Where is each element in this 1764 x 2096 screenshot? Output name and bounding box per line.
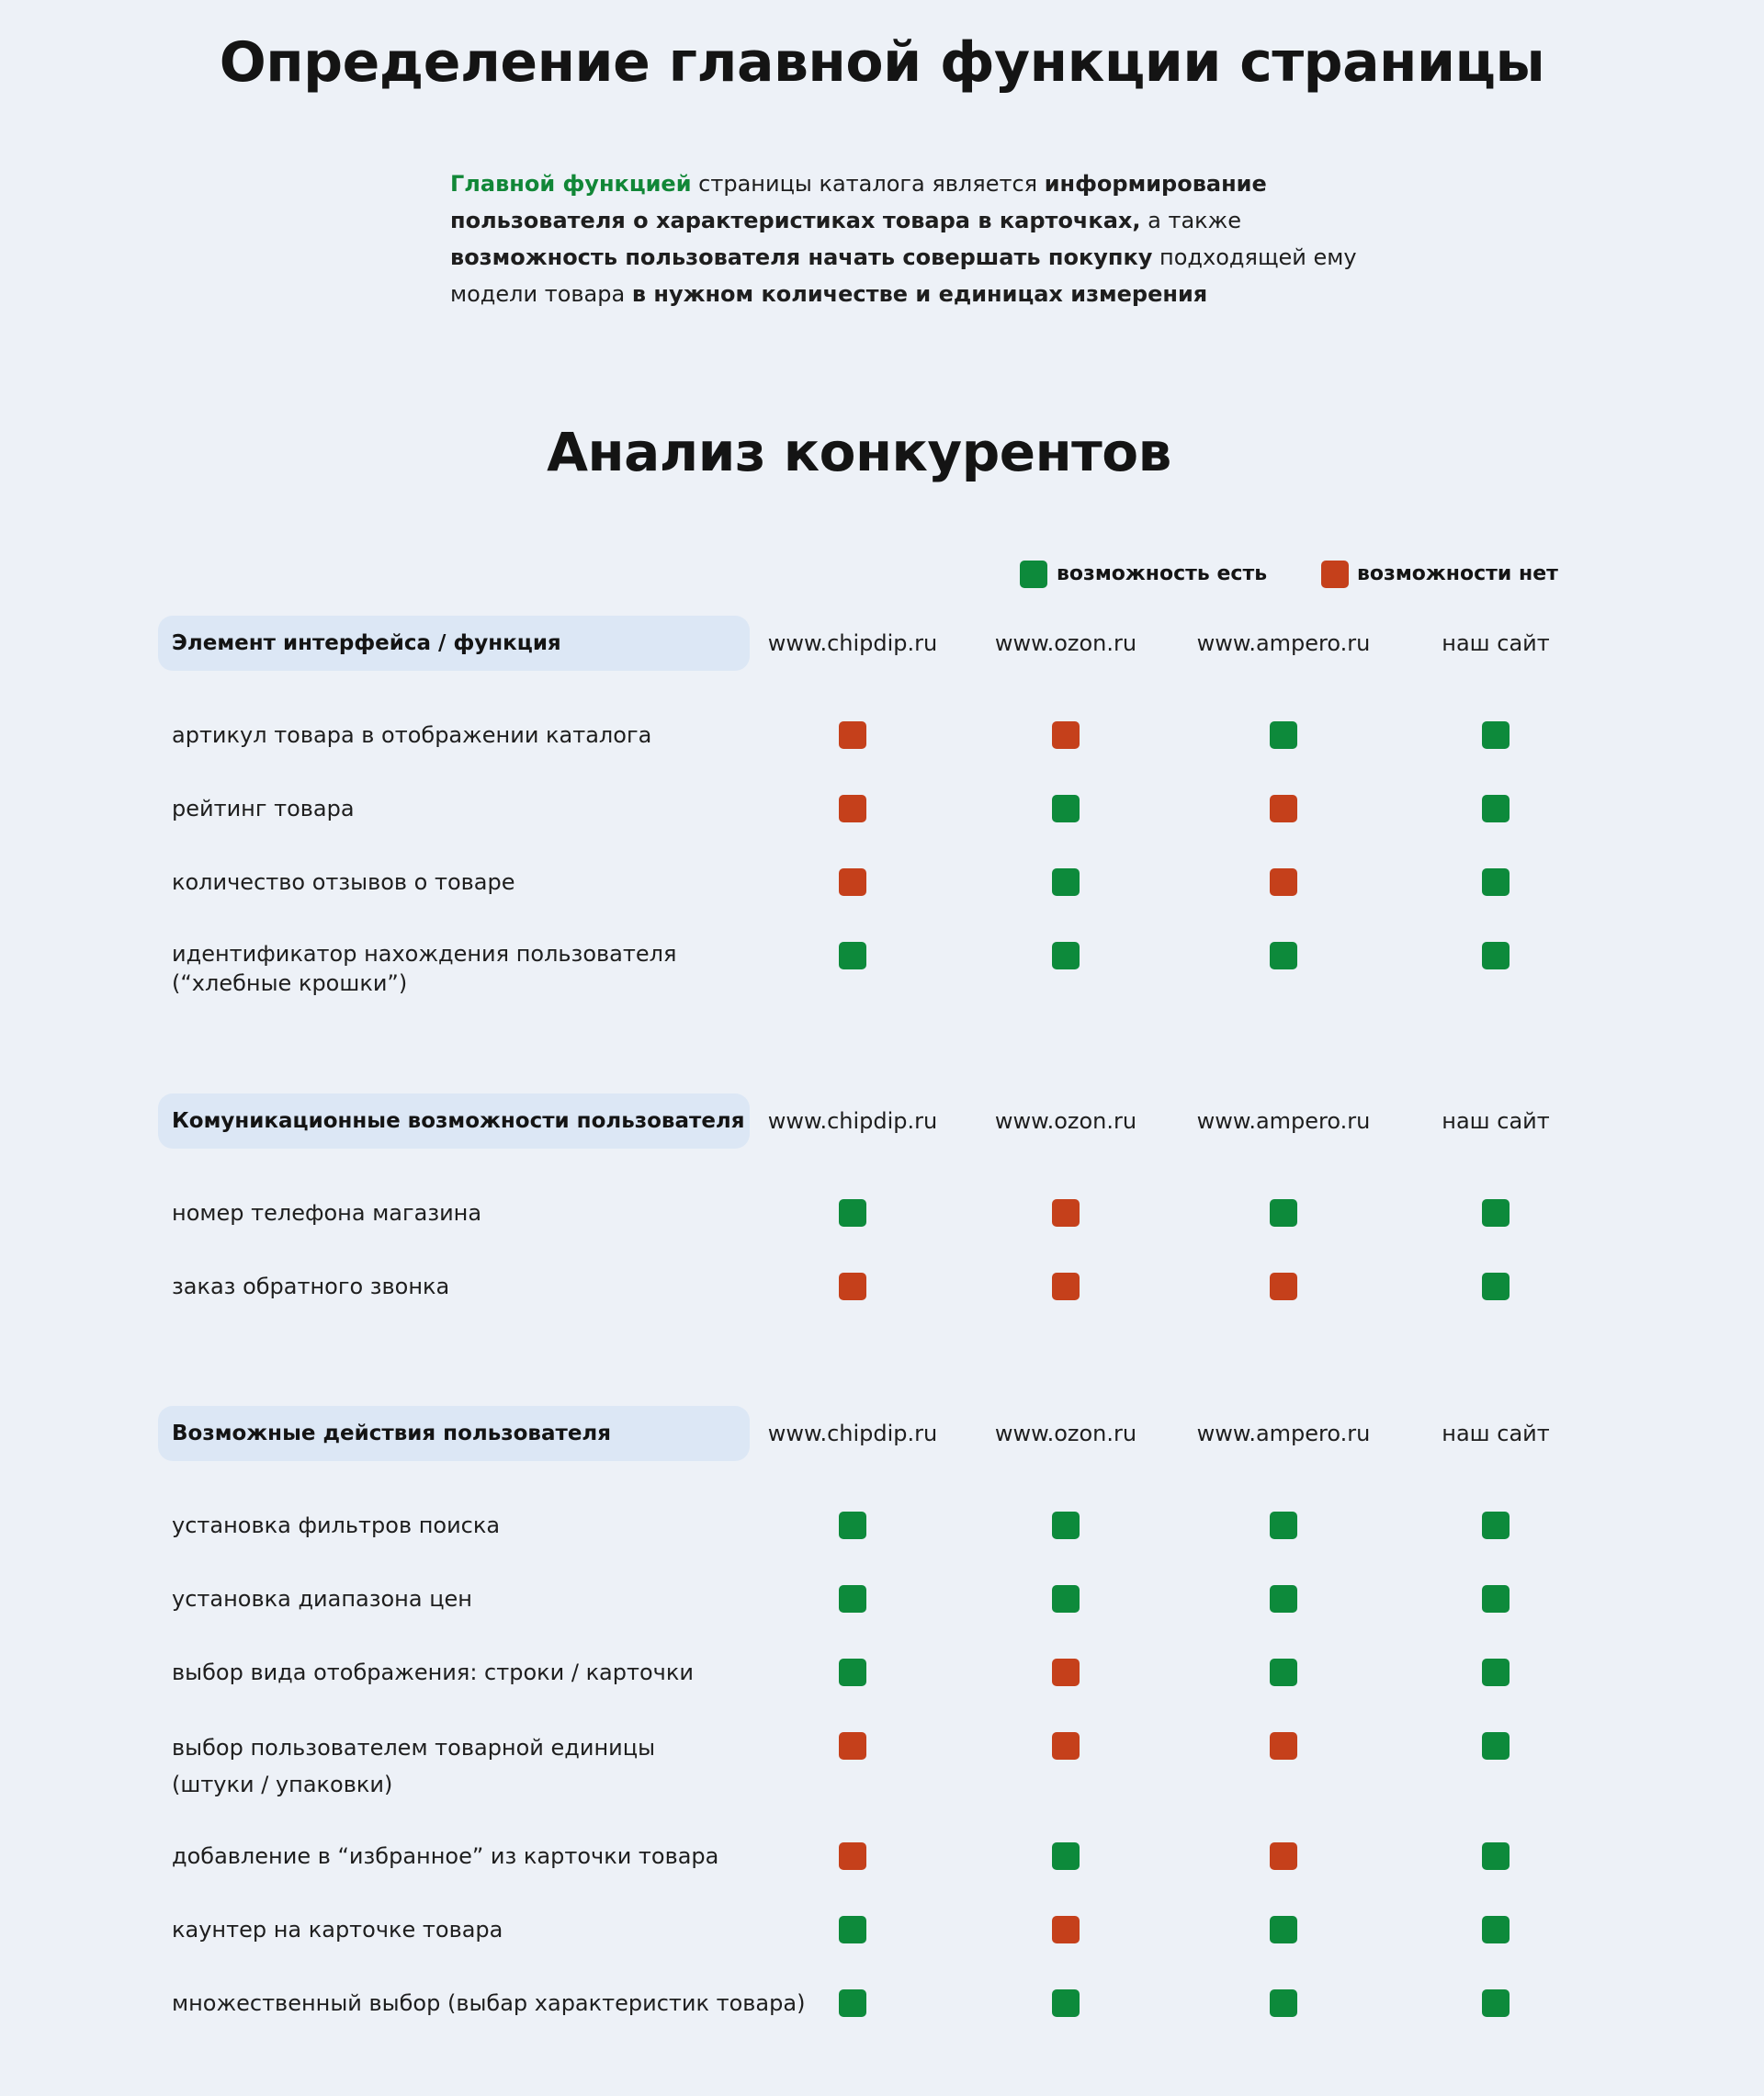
- status-no-marker: [1270, 1273, 1297, 1300]
- status-yes-marker: [839, 1916, 866, 1943]
- column-header: www.ozon.ru: [994, 630, 1137, 656]
- status-no-marker: [1052, 1916, 1080, 1943]
- row-label: [172, 1913, 815, 1946]
- row-label-line: количество отзывов о товаре: [172, 869, 515, 895]
- row-label: [172, 1582, 815, 1615]
- row-label: [172, 1729, 815, 1803]
- intro-line: [450, 165, 1332, 202]
- status-no-marker: [839, 1273, 866, 1300]
- column-header: www.ozon.ru: [994, 1108, 1137, 1134]
- status-no-marker: [1270, 868, 1297, 896]
- status-yes-marker: [839, 1512, 866, 1539]
- status-yes-marker: [1052, 1512, 1080, 1539]
- row-label-line: (“хлебные крошки”): [172, 970, 408, 996]
- status-yes-marker: [839, 1585, 866, 1613]
- intro-bold-text: информирование: [1044, 171, 1267, 197]
- status-no-marker: [1270, 795, 1297, 822]
- status-yes-marker: [1270, 942, 1297, 969]
- status-no-marker: [839, 795, 866, 822]
- intro-bold-text: в нужном количестве и единицах измерения: [631, 281, 1208, 307]
- status-yes-marker: [839, 1659, 866, 1686]
- status-no-marker: [839, 1842, 866, 1870]
- column-header: www.chipdip.ru: [767, 1421, 938, 1446]
- row-label-line: установка фильтров поиска: [172, 1513, 501, 1538]
- status-yes-marker: [1270, 1916, 1297, 1943]
- status-yes-marker: [1482, 721, 1510, 749]
- intro-text: модели товара: [450, 281, 632, 307]
- status-no-marker: [839, 1732, 866, 1760]
- row-label: [172, 939, 815, 998]
- status-yes-marker: [1052, 942, 1080, 969]
- row-label: [172, 1840, 815, 1873]
- row-label: [172, 866, 815, 899]
- row-label-line: номер телефона магазина: [172, 1200, 482, 1226]
- column-header: www.ampero.ru: [1196, 1421, 1371, 1446]
- status-yes-marker: [1482, 1842, 1510, 1870]
- row-label: [172, 1509, 815, 1542]
- status-yes-marker: [1052, 795, 1080, 822]
- row-label-line: множественный выбор (выбар характеристик товара): [172, 1990, 806, 2016]
- status-yes-marker: [1482, 1512, 1510, 1539]
- intro-bold-text: возможность пользователя начать совершать покупку: [450, 244, 1153, 270]
- status-yes-marker: [1270, 1199, 1297, 1227]
- intro-lines: [450, 165, 1357, 312]
- status-yes-marker: [1270, 1512, 1297, 1539]
- row-label: [172, 1656, 815, 1689]
- intro-paragraph: [450, 165, 1357, 312]
- row-label: [172, 1270, 815, 1303]
- status-yes-marker: [1482, 795, 1510, 822]
- section-heading: Возможные действия пользователя: [158, 1406, 750, 1461]
- status-yes-marker: [1482, 868, 1510, 896]
- status-no-marker: [1270, 1842, 1297, 1870]
- legend-no-label: возможности нет: [1357, 562, 1558, 585]
- status-yes-marker: [1482, 1732, 1510, 1760]
- status-no-marker: [839, 868, 866, 896]
- row-label-line: выбор пользователем товарной единицы: [172, 1735, 656, 1761]
- section-heading: Элемент интерфейса / функция: [158, 616, 750, 671]
- status-yes-marker: [1052, 1585, 1080, 1613]
- intro-text: а также: [1140, 208, 1242, 233]
- row-label: [172, 1196, 815, 1229]
- status-yes-marker: [1482, 1199, 1510, 1227]
- status-yes-marker: [1482, 1916, 1510, 1943]
- intro-text: страницы каталога является: [691, 171, 1045, 197]
- column-header: www.chipdip.ru: [767, 630, 938, 656]
- row-label-line: каунтер на карточке товара: [172, 1917, 503, 1943]
- section-title: Анализ конкурентов: [547, 421, 1171, 483]
- status-yes-marker: [1052, 868, 1080, 896]
- row-label-line: установка диапазона цен: [172, 1586, 472, 1612]
- status-no-marker: [1052, 721, 1080, 749]
- legend-yes-swatch: [1020, 561, 1047, 588]
- column-header: наш сайт: [1442, 1421, 1550, 1446]
- status-no-marker: [1052, 1273, 1080, 1300]
- legend-no-swatch: [1321, 561, 1349, 588]
- column-header: www.ampero.ru: [1196, 630, 1371, 656]
- column-header: наш сайт: [1442, 630, 1550, 656]
- row-label-line: заказ обратного звонка: [172, 1274, 450, 1299]
- row-label-line: артикул товара в отображении каталога: [172, 722, 652, 748]
- status-yes-marker: [1482, 1273, 1510, 1300]
- row-label-line: (штуки / упаковки): [172, 1772, 393, 1797]
- status-yes-marker: [1482, 1659, 1510, 1686]
- status-yes-marker: [1482, 1585, 1510, 1613]
- intro-text: подходящей ему: [1152, 244, 1357, 270]
- status-no-marker: [1052, 1659, 1080, 1686]
- status-no-marker: [839, 721, 866, 749]
- row-label: [172, 719, 815, 752]
- row-label-line: выбор вида отображения: строки / карточки: [172, 1660, 694, 1685]
- row-label-line: рейтинг товара: [172, 796, 355, 821]
- column-header: www.chipdip.ru: [767, 1108, 938, 1134]
- status-yes-marker: [1052, 1842, 1080, 1870]
- status-yes-marker: [1482, 942, 1510, 969]
- row-label-line: идентификатор нахождения пользователя: [172, 941, 677, 967]
- status-yes-marker: [839, 1199, 866, 1227]
- status-yes-marker: [839, 942, 866, 969]
- intro-accent-text: Главной функцией: [450, 171, 692, 197]
- status-yes-marker: [1482, 1989, 1510, 2017]
- status-yes-marker: [1270, 1989, 1297, 2017]
- intro-line: [450, 202, 1332, 239]
- column-header: наш сайт: [1442, 1108, 1550, 1134]
- status-yes-marker: [1270, 721, 1297, 749]
- status-yes-marker: [1270, 1659, 1297, 1686]
- status-no-marker: [1270, 1732, 1297, 1760]
- intro-line: [450, 276, 1332, 312]
- status-no-marker: [1052, 1732, 1080, 1760]
- column-header: www.ozon.ru: [994, 1421, 1137, 1446]
- intro-bold-text: пользователя о характеристиках товара в карточках,: [450, 208, 1141, 233]
- status-no-marker: [1052, 1199, 1080, 1227]
- row-label-line: добавление в “избранное” из карточки товара: [172, 1843, 719, 1869]
- column-header: www.ampero.ru: [1196, 1108, 1371, 1134]
- page-title: Определение главной функции страницы: [219, 30, 1545, 95]
- intro-line: [450, 239, 1357, 276]
- legend: [0, 557, 1764, 592]
- status-yes-marker: [839, 1989, 866, 2017]
- section-heading: Комуникационные возможности пользователя: [158, 1093, 750, 1149]
- row-label: [172, 792, 815, 825]
- row-label: [172, 1987, 815, 2020]
- legend-yes-label: возможность есть: [1057, 562, 1268, 585]
- status-yes-marker: [1270, 1585, 1297, 1613]
- status-yes-marker: [1052, 1989, 1080, 2017]
